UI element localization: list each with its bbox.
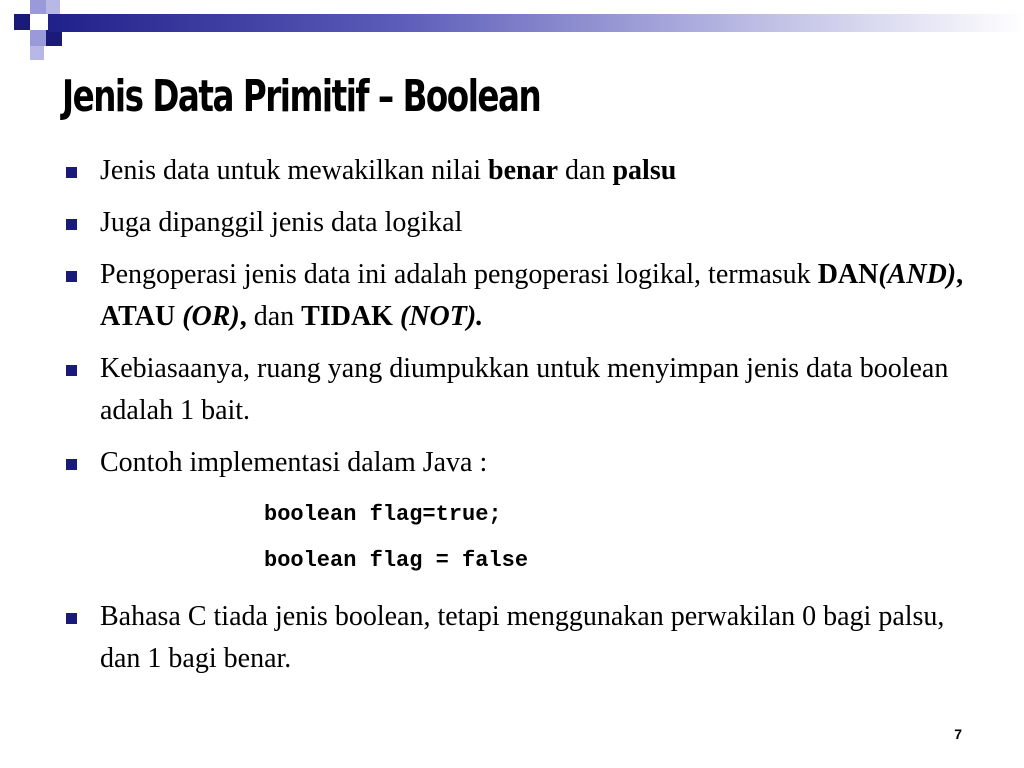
square-bullet-icon xyxy=(66,219,77,230)
bullet-item xyxy=(64,202,984,244)
corner-square-navy-2 xyxy=(46,30,62,46)
square-bullet-icon xyxy=(66,167,77,178)
corner-square-lavender-1 xyxy=(30,0,46,14)
bullet-text: Bahasa C tiada jenis boolean, tetapi menggunakan perwakilan 0 bagi palsu, dan 1 bagi benar. xyxy=(100,601,945,674)
corner-square-lavender-3 xyxy=(30,30,46,46)
square-bullet-icon xyxy=(66,613,77,624)
top-gradient-band xyxy=(48,14,1024,32)
bullet-text: Juga dipanggil jenis data logikal xyxy=(100,207,463,238)
slide-content xyxy=(64,150,984,690)
bullet-text: Contoh implementasi dalam Java : xyxy=(100,447,488,478)
bullet-item xyxy=(64,254,984,338)
bullet-text: Pengoperasi jenis data ini adalah pengoperasi logikal, termasuk DAN(AND), ATAU (OR), dan TIDAK (NOT). xyxy=(100,259,964,332)
page-number: 7 xyxy=(954,726,962,742)
bullet-item xyxy=(64,442,984,484)
bullet-text: Jenis data untuk mewakilkan nilai benar dan palsu xyxy=(100,155,677,186)
square-bullet-icon xyxy=(66,271,77,282)
corner-square-lavender-4 xyxy=(30,46,44,60)
code-line: boolean flag = false xyxy=(264,548,529,573)
bullet-item xyxy=(64,596,984,680)
code-line: boolean flag=true; xyxy=(264,502,502,527)
slide-title: Jenis Data Primitif – Boolean xyxy=(62,71,541,122)
square-bullet-icon xyxy=(66,365,77,376)
square-bullet-icon xyxy=(66,459,77,470)
code-example xyxy=(264,492,984,584)
bullet-text: Kebiasaanya, ruang yang diumpukkan untuk menyimpan jenis data boolean adalah 1 bait. xyxy=(100,353,949,426)
corner-square-lavender-2 xyxy=(46,0,60,14)
corner-square-navy-1 xyxy=(14,14,30,30)
bullet-item xyxy=(64,348,984,432)
bullet-item xyxy=(64,150,984,192)
